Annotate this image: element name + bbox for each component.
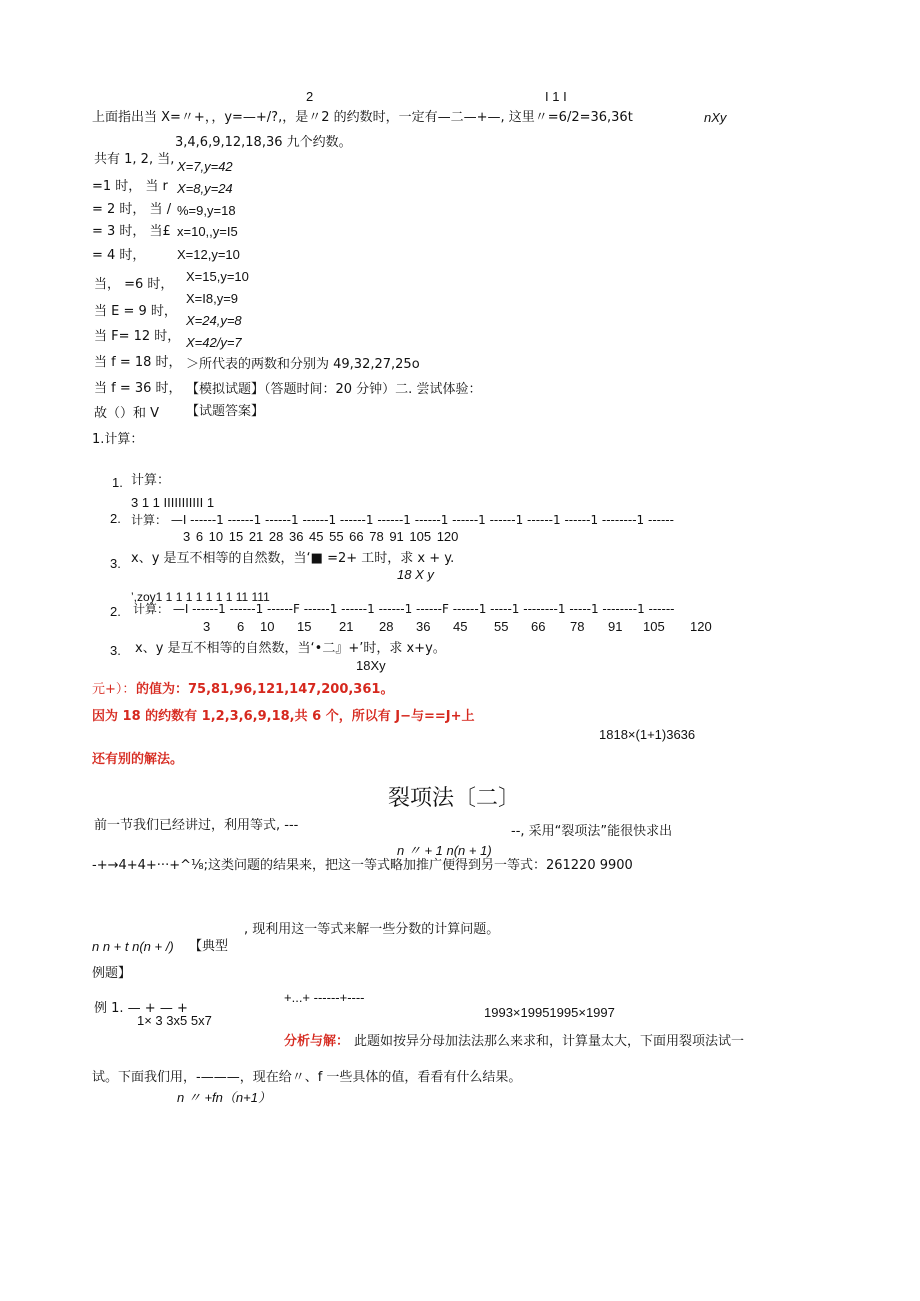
solution-pair: X=8,y=24 [177, 181, 233, 196]
question-number: 2. [110, 511, 121, 526]
denominator: 45 [453, 619, 468, 634]
answer-prefix: 元+）： [92, 682, 136, 697]
question-number: 3. [110, 556, 121, 571]
fraction-marks: I 1 I [545, 89, 567, 104]
intro-line: 上面指出当 X=〃+，，y=—+/?,，是〃2 的约数时，一定有—二—+—, 这里〃=6/2=36,36t [92, 110, 633, 125]
denominator: 3 [203, 619, 211, 634]
case-label: 当 f = 36 时， [94, 381, 182, 396]
question-text: 计算： [131, 473, 171, 488]
analysis-label: 分析与解： [284, 1034, 350, 1049]
example-label: 例 1. — + — + [94, 1001, 188, 1016]
paragraph: -+→4+4+···+^⅛;这类问题的结果来，把这一等式略加推广便得到另一等式：261220 9900 [92, 858, 633, 873]
question-text: x、y 是互不相等的自然数，当‘•二』+’时，求 x+y。 [135, 641, 446, 656]
sum-line: ＞所代表的两数和分别为 49,32,27,25o [186, 357, 420, 372]
fraction-row: 3 1 1 IIIIIIIIIII 1 [131, 495, 215, 510]
section-label: 例题】 [92, 966, 132, 981]
solution-pair: X=I8,y=9 [186, 291, 239, 306]
formula-sub: 18 X y [397, 567, 434, 582]
denominator: 36 [416, 619, 431, 634]
fraction-row: ’,zoy1 1 1 1 1 1 1 1 11 111 [131, 590, 270, 604]
answer-other: 还有别的解法。 [92, 752, 184, 767]
formula: n n + t n(n + /) [92, 939, 174, 954]
fraction-numerator-2: 2 [306, 89, 314, 104]
answer-values: 的值为：75,81,96,121,147,200,361。 [136, 682, 394, 697]
paragraph: 前一节我们已经讲过，利用等式, --- [94, 818, 299, 833]
case-label: = 2 时， 当 / [92, 202, 172, 217]
denominator-row: 3 6 10 15 21 28 36 45 55 66 78 91 105 120 [183, 529, 459, 544]
denominator: 55 [494, 619, 509, 634]
question-text: 计算： —I ------1 ------1 ------1 ------1 ------1 ------1 ------1 ------1 ------1 ------1 ------1 --------1 ------ [131, 513, 674, 527]
case-label: = 3 时， 当£ [92, 224, 171, 239]
example-denominators: 1× 3 3x5 5x7 [137, 1013, 212, 1028]
intro-line-right: nXy [704, 110, 727, 125]
paragraph: 试。下面我们用，-———，现在给〃、f 一些具体的值，看看有什么结果。 [92, 1070, 522, 1085]
question-number: 2. [110, 604, 121, 619]
case-label: 当， =6 时， [94, 277, 174, 292]
mock-exam-line: 【模拟试题】（答题时间：20 分钟）二. 尝试体验： [186, 382, 482, 397]
question-number: 1. [112, 475, 123, 490]
case-label: 共有 1, 2, 当, [94, 152, 175, 167]
case-label: 当 E = 9 时， [94, 304, 177, 319]
answer-divisors: 因为 18 的约数有 1,2,3,6,9,18,共 6 个，所以有 J−与==J+上 [92, 709, 475, 724]
case-label: 当 F= 12 时， [94, 329, 181, 344]
solution-pair: X=7,y=42 [177, 159, 233, 174]
solution-pair: X=15,y=10 [186, 269, 249, 284]
formula: n 〃 +fn（n+1） [177, 1090, 271, 1105]
question-number: 3. [110, 643, 121, 658]
case-label: 故（）和 V [94, 406, 160, 421]
calc-header: 1.计算： [92, 432, 144, 447]
denominator: 6 [237, 619, 245, 634]
question-text: x、y 是互不相等的自然数，当‘■ =2+ 工时，求 x + y. [131, 551, 455, 566]
solution-pair: X=42/y=7 [186, 335, 242, 350]
section-title: 裂项法〔二〕 [388, 786, 521, 811]
denominator: 120 [690, 619, 712, 634]
example-right: 1993×19951995×1997 [484, 1005, 615, 1020]
divisors-line: 3,4,6,9,12,18,36 九个约数。 [175, 135, 352, 150]
case-label: =1 时， 当 r [92, 179, 168, 194]
paragraph: , 现利用这一等式来解一些分数的计算问题。 [244, 922, 500, 937]
denominator: 105 [643, 619, 665, 634]
solution-pair: X=12,y=10 [177, 247, 240, 262]
denominator: 28 [379, 619, 394, 634]
formula-sub: 18Xy [356, 658, 386, 673]
formula: n 〃 + 1 n(n + 1) [397, 843, 492, 858]
denominator: 10 [260, 619, 275, 634]
section-label: 【典型 [189, 939, 229, 954]
denominator: 66 [531, 619, 546, 634]
answer-header: 【试题答案】 [186, 404, 265, 419]
denominator: 15 [297, 619, 312, 634]
solution-pair: X=24,y=8 [186, 313, 242, 328]
example-fraction-top: +...+ ------+---- [284, 990, 365, 1005]
solution-pair: %=9,y=18 [177, 203, 236, 218]
question-text: 计算： —I ------1 ------1 ------F ------1 ------1 ------1 ------F ------1 -----1 --------1 -----1 --------1 ------ [133, 602, 675, 616]
denominator: 21 [339, 619, 354, 634]
denominator: 78 [570, 619, 585, 634]
solution-pair: x=10,,y=I5 [177, 224, 238, 239]
case-label: = 4 时， [92, 248, 146, 263]
denominator: 91 [608, 619, 623, 634]
paragraph: --, 采用“裂项法”能很快求出 [511, 824, 673, 839]
answer-calc: 1818×(1+1)3636 [599, 727, 696, 742]
case-label: 当 f = 18 时， [94, 355, 182, 370]
analysis-text: 此题如按异分母加法法那么来求和，计算量太大，下面用裂项法试一 [354, 1034, 745, 1049]
